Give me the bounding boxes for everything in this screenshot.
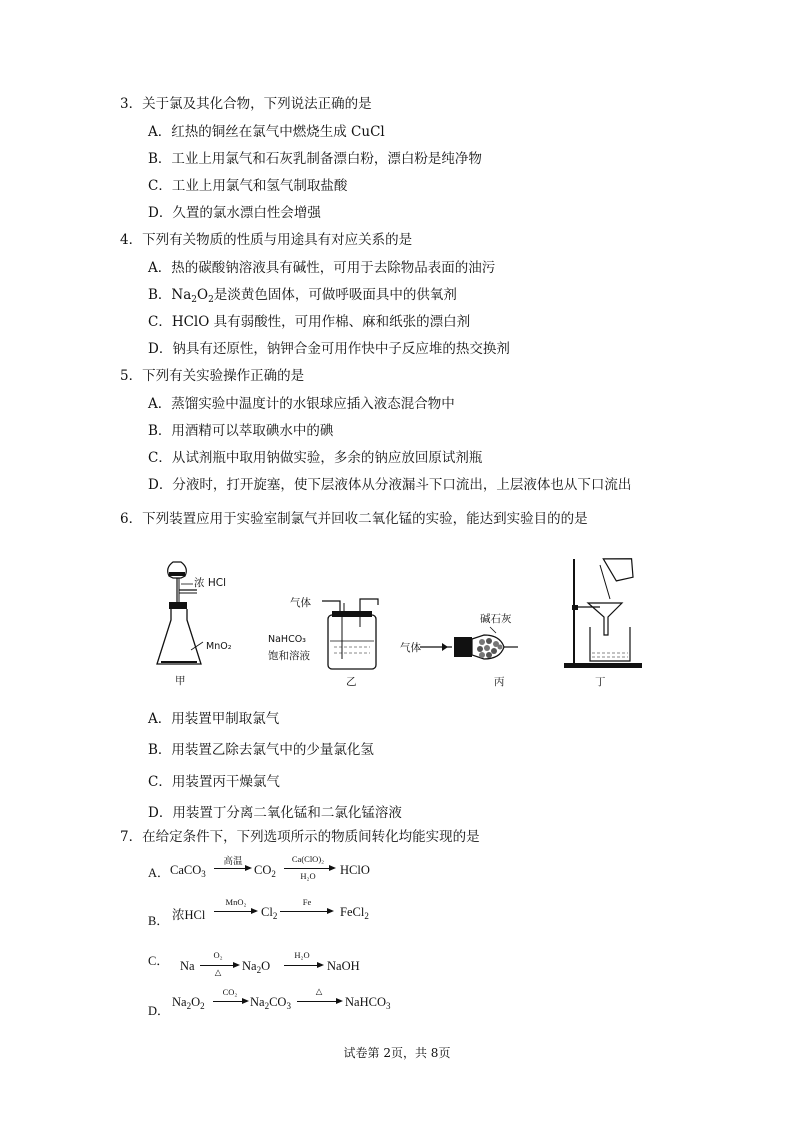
q3-option-c: C．工业上用氯气和氢气制取盐酸 (148, 178, 348, 194)
q7c-arrow-1 (200, 965, 238, 966)
q5-option-d: D．分液时，打开旋塞，使下层液体从分液漏斗下口流出，上层液体也从下口流出 (148, 477, 632, 493)
q7b-label: B． (148, 914, 169, 928)
q7-stem: 7．在给定条件下，下列选项所示的物质间转化均能实现的是 (120, 829, 480, 845)
q7a-reactant: CaCO$_3$ (170, 863, 206, 879)
wash-bottle-apparatus-yi (320, 595, 400, 675)
q7a-condition-2-bottom: H₂O (300, 871, 316, 881)
q7d-label: D． (148, 1004, 170, 1018)
q7d-arrow-1 (213, 1001, 247, 1002)
q5-option-b: B．用酒精可以萃取碘水中的碘 (148, 423, 334, 439)
q6-option-c: C．用装置丙干燥氯气 (148, 774, 280, 790)
q7b-condition-2: Fe (302, 897, 312, 907)
yi-solution-label: 饱和溶液 (268, 650, 310, 662)
q7a-arrow-2 (284, 868, 334, 869)
q4-option-c: C．HClO 具有弱酸性，可用作棉、麻和纸张的漂白剂 (148, 314, 471, 330)
q7d-product: NaHCO$_3$ (345, 995, 391, 1011)
q7b-condition-1: MnO₂ (225, 897, 247, 907)
jia-hcl-label: 浓 HCl (194, 577, 226, 589)
q7a-arrow-1 (214, 868, 250, 869)
q5-stem: 5．下列有关实验操作正确的是 (120, 368, 305, 384)
q7c-label: C． (148, 954, 169, 968)
q6-option-d: D．用装置丁分离二氧化锰和二氯化锰溶液 (148, 805, 402, 821)
bing-lime-label: 碱石灰 (480, 613, 512, 625)
q7c-condition-1-bottom: △ (214, 967, 222, 977)
q3-stem: 3．关于氯及其化合物，下列说法正确的是 (120, 96, 372, 112)
q7d-condition-1: CO₂ (222, 987, 238, 997)
q4-option-b: B．$Na_2O_2$是淡黄色固体，可做呼吸面具中的供氧剂 (148, 287, 457, 305)
q7b-arrow-1 (214, 911, 256, 912)
q7b-product: FeCl$_2$ (340, 905, 369, 921)
bing-name: 丙 (494, 676, 505, 688)
q7b-reactant: 浓HCl (172, 908, 206, 922)
q7a-condition-1: 高温 (223, 856, 243, 867)
q5-option-a: A．蒸馏实验中温度计的水银球应插入液态混合物中 (148, 396, 455, 412)
q7d-arrow-2 (297, 1001, 341, 1002)
page-footer: 试卷第 2页，共 8页 (343, 1046, 451, 1060)
filtration-apparatus-ding (560, 555, 650, 675)
q4-option-d: D．钠具有还原性，钠钾合金可用作快中子反应堆的热交换剂 (148, 341, 510, 357)
q7d-intermediate: $Na_2CO_3$ (250, 995, 291, 1011)
q7d-condition-2: △ (315, 986, 323, 996)
yi-solution-formula: NaHCO₃ (268, 634, 306, 645)
q7a-label: A． (148, 866, 170, 880)
q7d-reactant: $Na_2O_2$ (172, 995, 205, 1011)
q7c-arrow-2 (284, 965, 322, 966)
q3-option-b: B．工业上用氯气和石灰乳制备漂白粉，漂白粉是纯净物 (148, 151, 482, 167)
yi-gas-label: 气体 (290, 597, 311, 609)
q4-option-a: A．热的碳酸钠溶液具有碱性，可用于去除物品表面的油污 (148, 260, 496, 276)
q6-option-a: A．用装置甲制取氯气 (148, 711, 280, 727)
q7c-condition-1-top: O₂ (213, 950, 223, 960)
jia-name: 甲 (175, 675, 186, 687)
ding-name: 丁 (595, 676, 606, 688)
q7c-reactant: Na (180, 959, 195, 973)
yi-name: 乙 (346, 676, 357, 688)
q3-option-d: D．久置的氯水漂白性会增强 (148, 205, 321, 221)
q7c-condition-2: H₂O (294, 950, 310, 960)
q6-stem: 6．下列装置应用于实验室制氯气并回收二氧化锰的实验，能达到实验目的的是 (120, 511, 588, 527)
q6-option-b: B．用装置乙除去氯气中的少量氯化氢 (148, 742, 374, 758)
q7c-intermediate: $Na_2O$ (242, 959, 271, 975)
q7b-arrow-2 (280, 911, 332, 912)
q3-option-a: A．红热的铜丝在氯气中燃烧生成 CuCl (148, 124, 385, 140)
q7b-intermediate: $Cl_2$ (261, 905, 278, 921)
bing-gas-label: 气体 (400, 642, 421, 654)
jia-mno2-label: MnO₂ (206, 641, 232, 652)
q7a-product: HClO (340, 863, 370, 877)
q7a-condition-2-top: Ca(ClO)₂ (291, 854, 325, 864)
q5-option-c: C．从试剂瓶中取用钠做实验，多余的钠应放回原试剂瓶 (148, 450, 483, 466)
q7a-intermediate: $CO_2$ (254, 863, 276, 879)
q7c-product: NaOH (327, 959, 360, 973)
q4-stem: 4．下列有关物质的性质与用途具有对应关系的是 (120, 232, 413, 248)
